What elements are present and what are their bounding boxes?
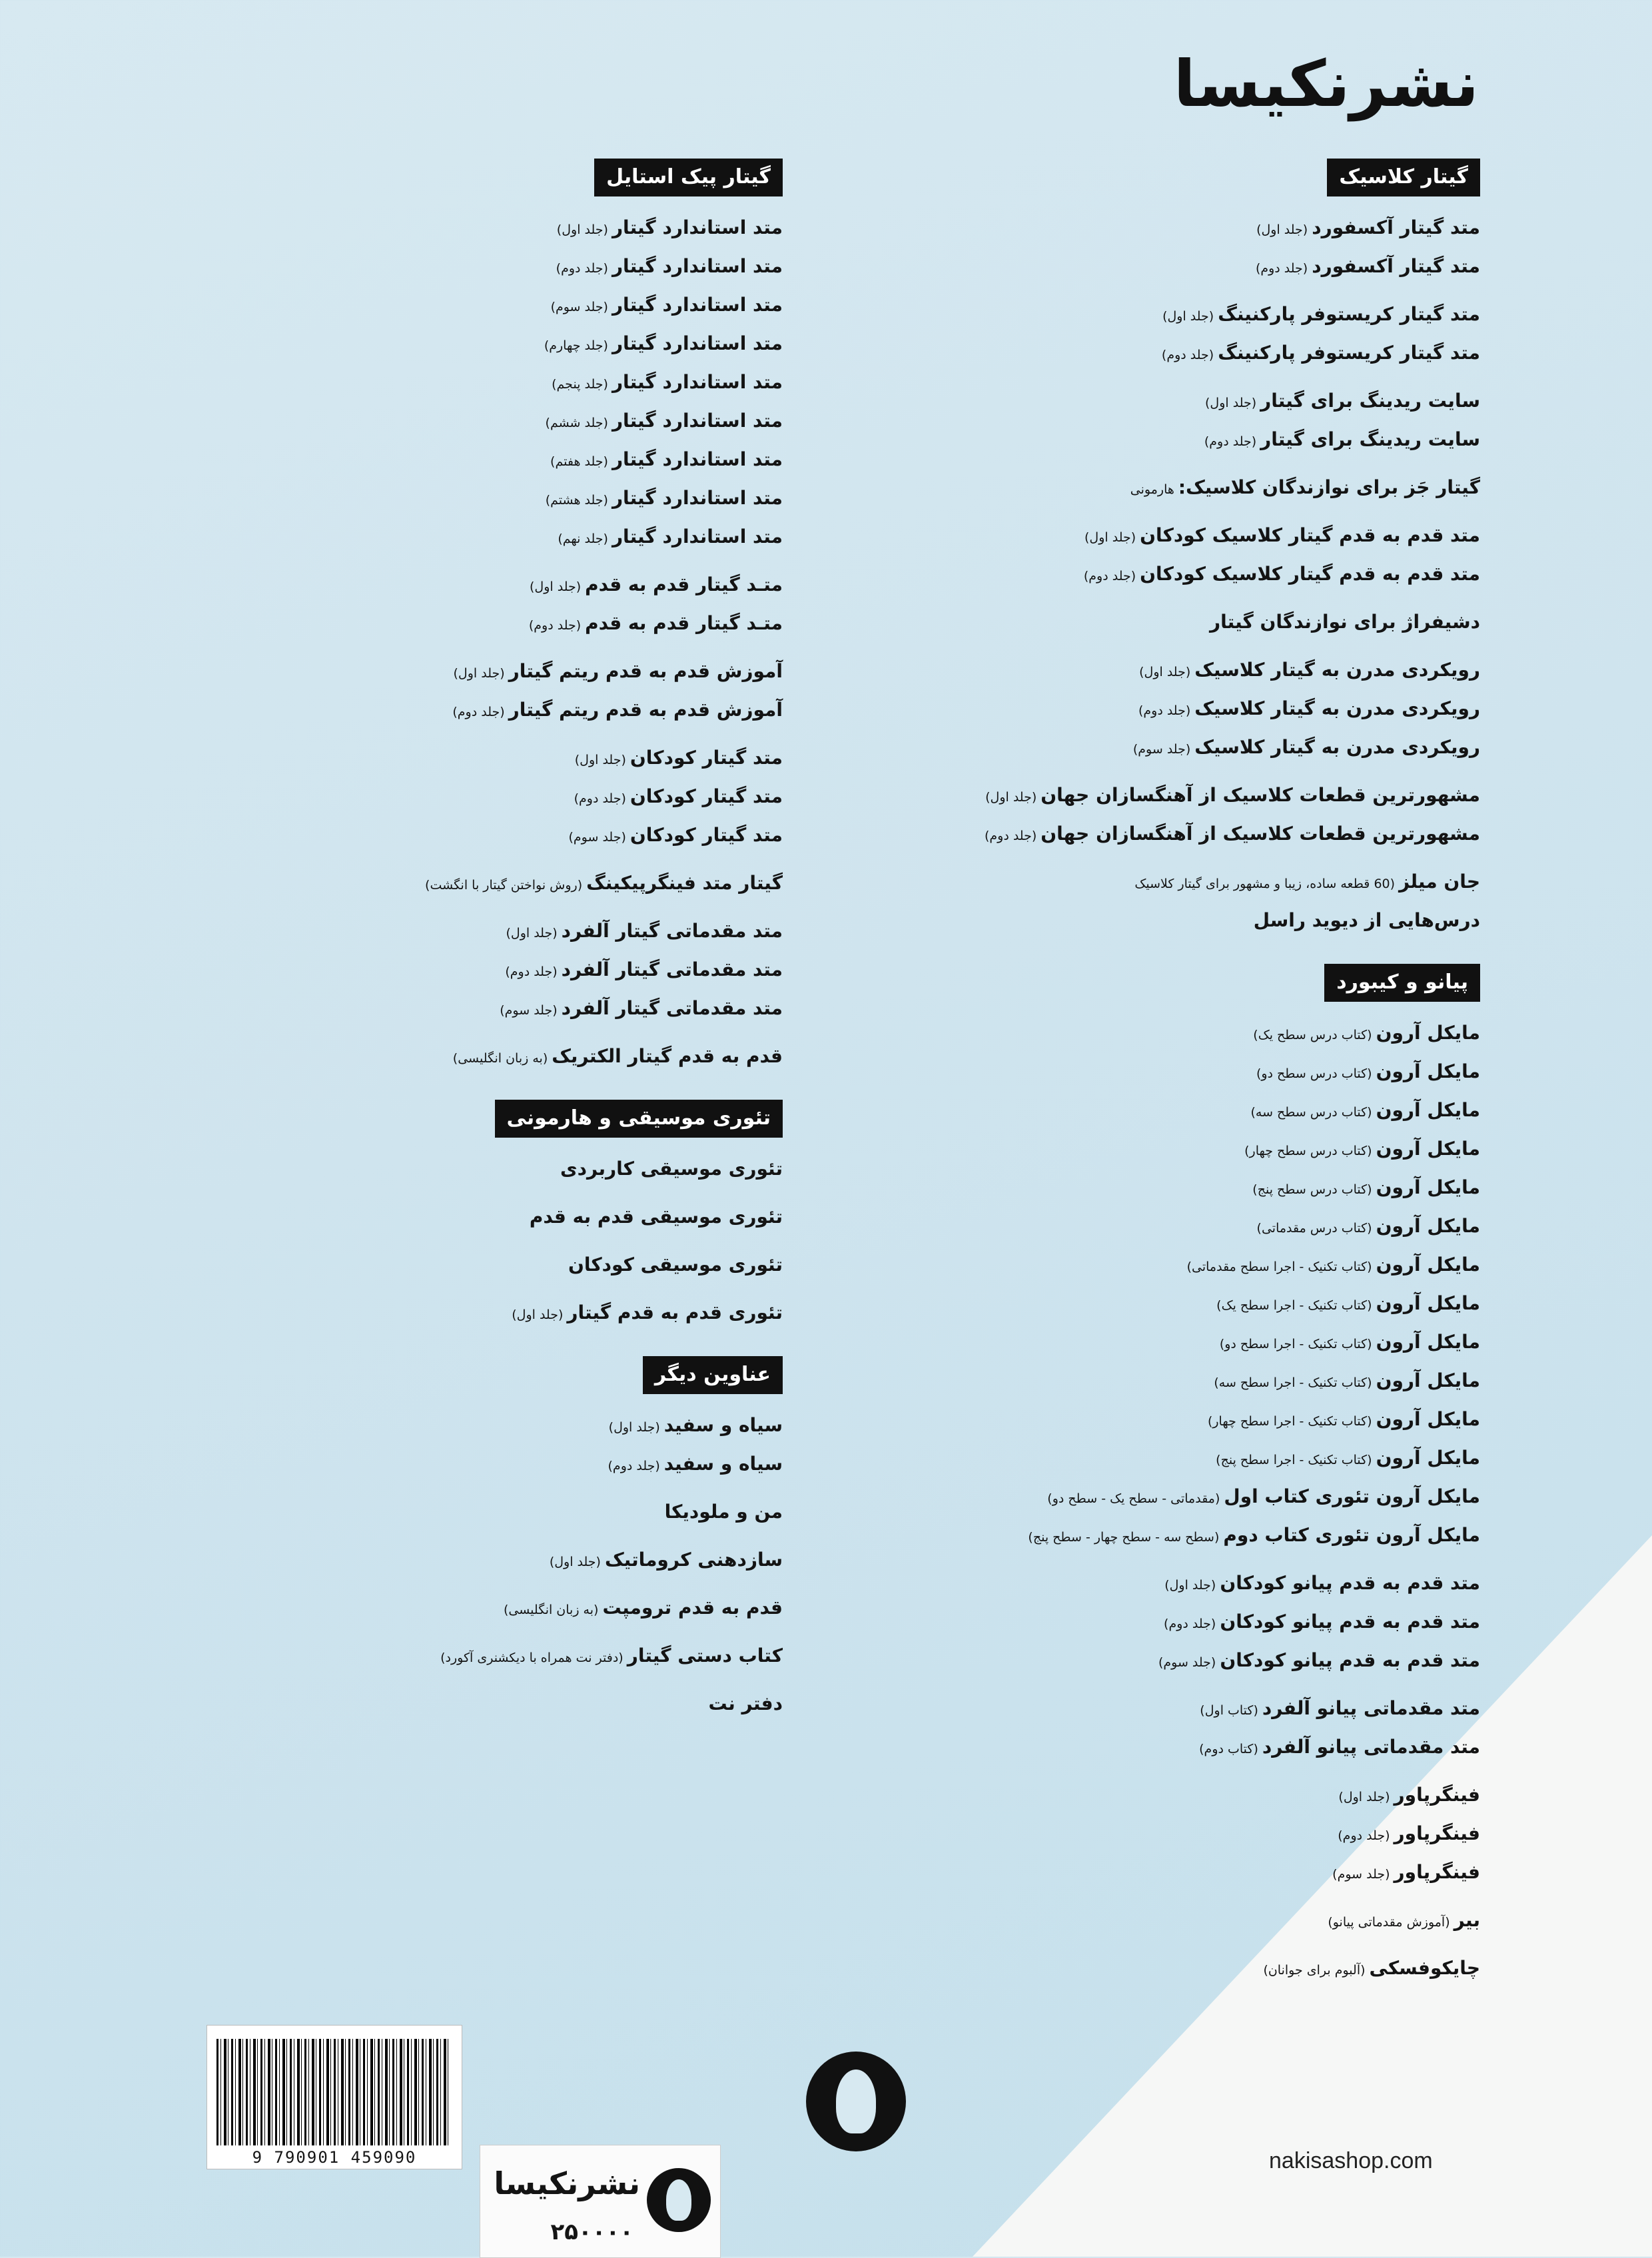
group-spacer xyxy=(276,1579,783,1589)
book-title xyxy=(276,1246,783,1284)
book-name: قدم به قدم گیتار الکتریک xyxy=(552,1045,783,1067)
book-name: متد گیتار آکسفورد xyxy=(1312,216,1480,238)
book-name: تئوری موسیقی قدم به قدم xyxy=(529,1206,783,1228)
catalog-section xyxy=(276,1100,783,1332)
book-title xyxy=(974,1477,1480,1516)
group-spacer xyxy=(276,1675,783,1685)
book-name: متد قدم به قدم گیتار کلاسیک کودکان xyxy=(1140,524,1480,546)
group-spacer xyxy=(974,593,1480,603)
book-title xyxy=(974,1284,1480,1323)
book-title xyxy=(276,691,783,729)
book-title xyxy=(276,363,783,402)
catalog-section xyxy=(276,159,783,1076)
book-volume-note: (جلد اول) xyxy=(574,753,626,767)
book-name: رویکردی مدرن به گیتار کلاسیک xyxy=(1194,659,1480,681)
book-volume-note: (جلد دوم) xyxy=(1083,569,1136,583)
book-name: مایکل آرون تئوری کتاب دوم xyxy=(1223,1524,1480,1546)
group-spacer xyxy=(974,1555,1480,1564)
book-title xyxy=(276,1541,783,1579)
book-name: سایت ریدینگ برای گیتار xyxy=(1260,428,1480,450)
book-name: تئوری موسیقی کاربردی xyxy=(560,1158,783,1180)
group-spacer xyxy=(974,767,1480,776)
book-name: سیاه و سفید xyxy=(663,1414,783,1436)
book-name: دشیفراژ برای نوازندگان گیتار xyxy=(1210,611,1480,633)
book-volume-note: (جلد اول) xyxy=(556,222,608,237)
book-volume-note: (کتاب تکنیک - اجرا سطح دو) xyxy=(1219,1337,1372,1351)
book-volume-note: (جلد اول) xyxy=(549,1555,601,1569)
book-name: جان میلز xyxy=(1399,871,1480,893)
group-spacer xyxy=(276,1236,783,1246)
book-volume-note: (کتاب درس سطح دو) xyxy=(1256,1066,1372,1081)
book-title xyxy=(974,1091,1480,1130)
book-volume-note: (جلد اول) xyxy=(1164,1578,1216,1593)
right-column xyxy=(974,159,1480,2012)
book-title xyxy=(974,468,1480,507)
book-name: متد قدم به قدم پیانو کودکان xyxy=(1220,1572,1480,1594)
book-volume-note: (سطح سه - سطح چهار - سطح پنج) xyxy=(1028,1530,1220,1545)
book-title xyxy=(974,1323,1480,1361)
book-title xyxy=(276,208,783,247)
book-volume-note: (روش نواختن گیتار با انگشت) xyxy=(425,878,583,893)
book-volume-note: (جلد دوم) xyxy=(505,964,558,979)
book-volume-note: (کتاب درس سطح پنج) xyxy=(1252,1182,1372,1197)
book-volume-note: (جلد دوم) xyxy=(574,791,626,806)
book-name: متد گیتار آکسفورد xyxy=(1312,255,1480,277)
group-spacer xyxy=(276,1188,783,1198)
book-volume-note: (جلد اول) xyxy=(1205,396,1257,410)
book-title xyxy=(276,989,783,1028)
section-title: پیانو و کیبورد xyxy=(1324,964,1480,1002)
book-volume-note: (جلد نهم) xyxy=(558,532,608,546)
book-title xyxy=(974,728,1480,767)
book-volume-note: (جلد اول) xyxy=(985,790,1037,805)
book-name: مایکل آرون xyxy=(1376,1022,1480,1044)
book-title xyxy=(276,1406,783,1445)
book-title xyxy=(276,912,783,950)
book-title xyxy=(276,1037,783,1076)
book-name: متـد گیتار قدم به قدم xyxy=(585,573,783,595)
sticker-emblem-icon xyxy=(647,2168,711,2232)
book-title xyxy=(276,777,783,816)
book-name: متد گیتار کودکان xyxy=(629,785,783,807)
catalog-section xyxy=(974,964,1480,1988)
book-name: متد مقدماتی گیتار آلفرد xyxy=(561,958,783,980)
book-volume-note: (جلد دوم) xyxy=(452,705,505,719)
book-name: مایکل آرون تئوری کتاب اول xyxy=(1224,1485,1480,1507)
book-name: فینگرپاور xyxy=(1394,1861,1480,1883)
book-volume-note: (دفتر نت همراه با دیکشنری آکورد) xyxy=(440,1651,623,1665)
group-spacer xyxy=(276,1531,783,1541)
book-name: دفتر نت xyxy=(708,1693,783,1714)
book-volume-note: (مقدماتی - سطح یک - سطح دو) xyxy=(1047,1491,1220,1506)
book-title xyxy=(276,652,783,691)
book-title xyxy=(974,1564,1480,1603)
book-title xyxy=(276,1685,783,1723)
book-volume-note: (جلد اول) xyxy=(1084,530,1136,545)
book-name: متد استاندارد گیتار xyxy=(612,526,783,548)
book-title xyxy=(974,1949,1480,1988)
book-name: من و ملودیکا xyxy=(664,1501,783,1523)
group-spacer xyxy=(974,853,1480,863)
book-name: تئوری موسیقی کودکان xyxy=(568,1254,783,1276)
book-title xyxy=(974,1052,1480,1091)
book-volume-note: (جلد ششم) xyxy=(545,416,608,430)
book-name: مشهورترین قطعات کلاسیک از آهنگسازان جهان xyxy=(1040,823,1480,845)
group-spacer xyxy=(276,556,783,565)
book-name: متد گیتار کریستوفر پارکنینگ xyxy=(1218,303,1480,325)
book-name: آموزش قدم به قدم ریتم گیتار xyxy=(508,699,783,721)
book-title xyxy=(974,1814,1480,1853)
book-name: مایکل آرون xyxy=(1376,1215,1480,1237)
group-spacer xyxy=(974,1940,1480,1949)
book-name: مایکل آرون xyxy=(1376,1292,1480,1314)
group-spacer xyxy=(974,1680,1480,1689)
left-column xyxy=(276,159,783,1747)
book-volume-note: (کتاب تکنیک - اجرا سطح سه) xyxy=(1214,1375,1372,1390)
book-volume-note: (60 قطعه ساده، زیبا و مشهور برای گیتار کلاسیک xyxy=(1134,877,1396,891)
book-name: متد مقدماتی گیتار آلفرد xyxy=(561,997,783,1019)
book-volume-note: (کتاب درس سطح یک) xyxy=(1253,1028,1372,1042)
book-title xyxy=(974,689,1480,728)
book-volume-note: (به زبان انگلیسی) xyxy=(503,1603,599,1617)
book-name: متد گیتار کودکان xyxy=(629,824,783,846)
book-name: رویکردی مدرن به گیتار کلاسیک xyxy=(1194,736,1480,758)
book-volume-note: (جلد اول) xyxy=(1162,309,1214,324)
barcode-number: 9 790901 459090 xyxy=(252,2148,417,2167)
book-title xyxy=(276,247,783,286)
book-volume-note: (جلد اول) xyxy=(608,1420,660,1435)
book-name: متد قدم به قدم گیتار کلاسیک کودکان xyxy=(1140,563,1480,585)
book-title xyxy=(974,1641,1480,1680)
book-title xyxy=(974,247,1480,286)
publisher-emblem-icon xyxy=(806,2052,906,2151)
book-title xyxy=(276,402,783,440)
book-volume-note: (جلد هشتم) xyxy=(545,493,608,508)
book-name: مشهورترین قطعات کلاسیک از آهنگسازان جهان xyxy=(1040,784,1480,806)
book-name: چایکوفسکی xyxy=(1369,1957,1480,1979)
book-volume-note: (جلد اول) xyxy=(506,926,558,941)
book-volume-note: (جلد سوم) xyxy=(550,300,608,314)
book-volume-note: (جلد سوم) xyxy=(1132,742,1191,757)
book-name: مایکل آرون xyxy=(1376,1099,1480,1121)
book-name: مایکل آرون xyxy=(1376,1331,1480,1353)
sticker-price: ۲۵۰۰۰۰ xyxy=(550,2219,633,2245)
book-name: فینگرپاور xyxy=(1394,1822,1480,1844)
book-name: متد مقدماتی گیتار آلفرد xyxy=(561,920,783,942)
book-volume-note: (به زبان انگلیسی) xyxy=(452,1051,548,1066)
book-volume-note: (جلد هفتم) xyxy=(550,454,608,469)
book-name: بیر xyxy=(1453,1909,1480,1931)
book-name: تئوری قدم به قدم گیتار xyxy=(567,1302,783,1323)
book-volume-note: (جلد سوم) xyxy=(1158,1655,1216,1670)
book-name: متد قدم به قدم پیانو کودکان xyxy=(1220,1611,1480,1633)
catalog-section xyxy=(974,159,1480,940)
book-name: آموزش قدم به قدم ریتم گیتار xyxy=(508,660,783,682)
book-name: مایکل آرون xyxy=(1376,1254,1480,1276)
book-title xyxy=(974,208,1480,247)
publisher-logo: نشرنکیسا xyxy=(1173,47,1479,121)
barcode-bars xyxy=(216,2039,451,2145)
book-name: مایکل آرون xyxy=(1376,1369,1480,1391)
book-volume-note: (جلد سوم) xyxy=(568,830,626,845)
book-volume-note: (کتاب درس مقدماتی) xyxy=(1256,1221,1372,1236)
book-volume-note: هارمونی xyxy=(1130,482,1174,497)
book-title xyxy=(276,1637,783,1675)
book-name: متد قدم به قدم پیانو کودکان xyxy=(1220,1649,1480,1671)
book-title xyxy=(974,295,1480,334)
book-title xyxy=(276,518,783,556)
book-name: مایکل آرون xyxy=(1376,1408,1480,1430)
book-volume-note: (جلد اول) xyxy=(1338,1790,1390,1804)
book-volume-note: (جلد چهارم) xyxy=(544,338,608,353)
book-volume-note: (جلد دوم) xyxy=(528,618,582,633)
book-name: درس‌هایی از دیوید راسل xyxy=(1253,909,1480,931)
group-spacer xyxy=(276,855,783,864)
book-volume-note: (جلد اول) xyxy=(1139,665,1191,679)
section-title: گیتار پیک استایل xyxy=(594,159,783,196)
book-title xyxy=(276,565,783,604)
book-title xyxy=(974,863,1480,901)
book-volume-note: (کتاب اول) xyxy=(1200,1703,1258,1718)
book-volume-note: (جلد دوم) xyxy=(984,829,1037,843)
book-title xyxy=(974,334,1480,372)
group-spacer xyxy=(974,1892,1480,1901)
website-url: nakisashop.com xyxy=(1269,2148,1433,2173)
book-title xyxy=(276,1445,783,1483)
book-volume-note: (آموزش مقدماتی پیانو) xyxy=(1328,1915,1450,1930)
book-title xyxy=(974,555,1480,593)
book-volume-note: (کتاب دوم) xyxy=(1199,1742,1258,1756)
book-name: متد استاندارد گیتار xyxy=(612,371,783,393)
group-spacer xyxy=(974,286,1480,295)
book-volume-note: (جلد اول) xyxy=(453,666,505,681)
book-title xyxy=(974,1728,1480,1766)
book-name: متد استاندارد گیتار xyxy=(612,255,783,277)
book-name: متد استاندارد گیتار xyxy=(612,294,783,316)
price-sticker xyxy=(480,2145,721,2258)
book-volume-note: (جلد اول) xyxy=(512,1308,564,1322)
book-volume-note: (جلد دوم) xyxy=(608,1459,660,1473)
book-title xyxy=(276,1198,783,1236)
book-name: متد گیتار کریستوفر پارکنینگ xyxy=(1218,342,1480,364)
book-name: گیتار جَز برای نوازندگان کلاسیک: xyxy=(1178,476,1480,498)
book-name: مایکل آرون xyxy=(1376,1138,1480,1160)
barcode xyxy=(206,2025,462,2169)
book-volume-note: (جلد دوم) xyxy=(1204,434,1257,449)
section-title: گیتار کلاسیک xyxy=(1327,159,1480,196)
book-name: متد استاندارد گیتار xyxy=(612,487,783,509)
group-spacer xyxy=(276,729,783,739)
book-volume-note: (کتاب درس سطح سه) xyxy=(1250,1105,1372,1120)
book-title xyxy=(276,950,783,989)
book-title xyxy=(974,1361,1480,1400)
book-title xyxy=(276,1150,783,1188)
book-title xyxy=(974,776,1480,815)
book-title xyxy=(974,1516,1480,1555)
book-volume-note: (جلد پنجم) xyxy=(552,377,608,392)
book-title xyxy=(276,604,783,643)
book-title xyxy=(974,1207,1480,1246)
group-spacer xyxy=(276,1284,783,1294)
book-title xyxy=(974,1853,1480,1892)
book-name: متد استاندارد گیتار xyxy=(612,216,783,238)
book-name: فینگرپاور xyxy=(1394,1784,1480,1806)
book-title xyxy=(974,420,1480,459)
book-title xyxy=(974,382,1480,420)
book-title xyxy=(974,1400,1480,1439)
group-spacer xyxy=(974,459,1480,468)
book-title xyxy=(276,1294,783,1332)
book-title xyxy=(276,440,783,479)
book-volume-note: (جلد دوم) xyxy=(1161,348,1214,362)
book-title xyxy=(974,1901,1480,1940)
group-spacer xyxy=(276,903,783,912)
book-title xyxy=(974,1603,1480,1641)
book-name: مایکل آرون xyxy=(1376,1060,1480,1082)
group-spacer xyxy=(974,507,1480,516)
group-spacer xyxy=(974,1766,1480,1776)
group-spacer xyxy=(974,641,1480,651)
book-name: متد مقدماتی پیانو آلفرد xyxy=(1262,1736,1480,1758)
book-volume-note: (کتاب تکنیک - اجرا سطح مقدماتی) xyxy=(1186,1260,1372,1274)
group-spacer xyxy=(276,1483,783,1493)
book-volume-note: (کتاب تکنیک - اجرا سطح یک) xyxy=(1216,1298,1372,1313)
book-title xyxy=(974,1130,1480,1168)
book-volume-note: (آلبوم برای جوانان) xyxy=(1263,1963,1366,1978)
book-name: قدم به قدم ترومپت xyxy=(602,1597,783,1619)
book-title xyxy=(276,864,783,903)
book-volume-note: (جلد دوم) xyxy=(1338,1828,1390,1843)
book-volume-note: (جلد سوم) xyxy=(500,1003,558,1018)
book-name: متد استاندارد گیتار xyxy=(612,410,783,432)
book-title xyxy=(276,286,783,324)
book-name: مایکل آرون xyxy=(1376,1176,1480,1198)
book-name: سیاه و سفید xyxy=(663,1453,783,1475)
book-title xyxy=(276,1589,783,1627)
section-title: عناوین دیگر xyxy=(643,1356,783,1394)
book-name: رویکردی مدرن به گیتار کلاسیک xyxy=(1194,697,1480,719)
book-name: متد استاندارد گیتار xyxy=(612,332,783,354)
book-name: سازدهنی کروماتیک xyxy=(604,1549,783,1571)
section-title: تئوری موسیقی و هارمونی xyxy=(495,1100,783,1138)
group-spacer xyxy=(276,1627,783,1637)
book-name: گیتار متد فینگرپیکینگ xyxy=(586,872,783,894)
book-title xyxy=(276,816,783,855)
book-title xyxy=(974,1776,1480,1814)
book-title xyxy=(974,1246,1480,1284)
book-title xyxy=(276,479,783,518)
book-volume-note: (جلد اول) xyxy=(1256,222,1308,237)
book-title xyxy=(974,516,1480,555)
book-title xyxy=(974,1014,1480,1052)
book-volume-note: (جلد دوم) xyxy=(1164,1617,1216,1631)
book-volume-note: (جلد اول) xyxy=(530,579,582,594)
book-volume-note: (کتاب درس سطح چهار) xyxy=(1244,1144,1372,1158)
book-name: متـد گیتار قدم به قدم xyxy=(585,612,783,634)
catalog-section xyxy=(276,1356,783,1723)
book-volume-note: (جلد سوم) xyxy=(1332,1867,1390,1882)
book-title xyxy=(974,815,1480,853)
book-title xyxy=(974,1689,1480,1728)
book-volume-note: (جلد دوم) xyxy=(1255,261,1308,276)
sticker-brand: نشرنکیسا xyxy=(494,2165,640,2201)
group-spacer xyxy=(276,643,783,652)
book-name: کتاب دستی گیتار xyxy=(627,1645,783,1667)
book-title xyxy=(974,603,1480,641)
group-spacer xyxy=(974,372,1480,382)
book-name: سایت ریدینگ برای گیتار xyxy=(1260,390,1480,412)
book-title xyxy=(276,324,783,363)
book-volume-note: (کتاب تکنیک - اجرا سطح چهار) xyxy=(1207,1414,1372,1429)
group-spacer xyxy=(276,1028,783,1037)
book-volume-note: (کتاب تکنیک - اجرا سطح پنج) xyxy=(1216,1453,1372,1467)
book-title xyxy=(276,1493,783,1531)
book-volume-note: (جلد دوم) xyxy=(1138,703,1191,718)
book-name: متد گیتار کودکان xyxy=(629,747,783,769)
book-title xyxy=(974,901,1480,940)
book-volume-note: (جلد دوم) xyxy=(556,261,608,276)
book-name: متد استاندارد گیتار xyxy=(612,448,783,470)
book-title xyxy=(974,1168,1480,1207)
book-title xyxy=(974,1439,1480,1477)
book-name: مایکل آرون xyxy=(1376,1447,1480,1469)
book-title xyxy=(974,651,1480,689)
book-name: متد مقدماتی پیانو آلفرد xyxy=(1262,1697,1480,1719)
book-title xyxy=(276,739,783,777)
